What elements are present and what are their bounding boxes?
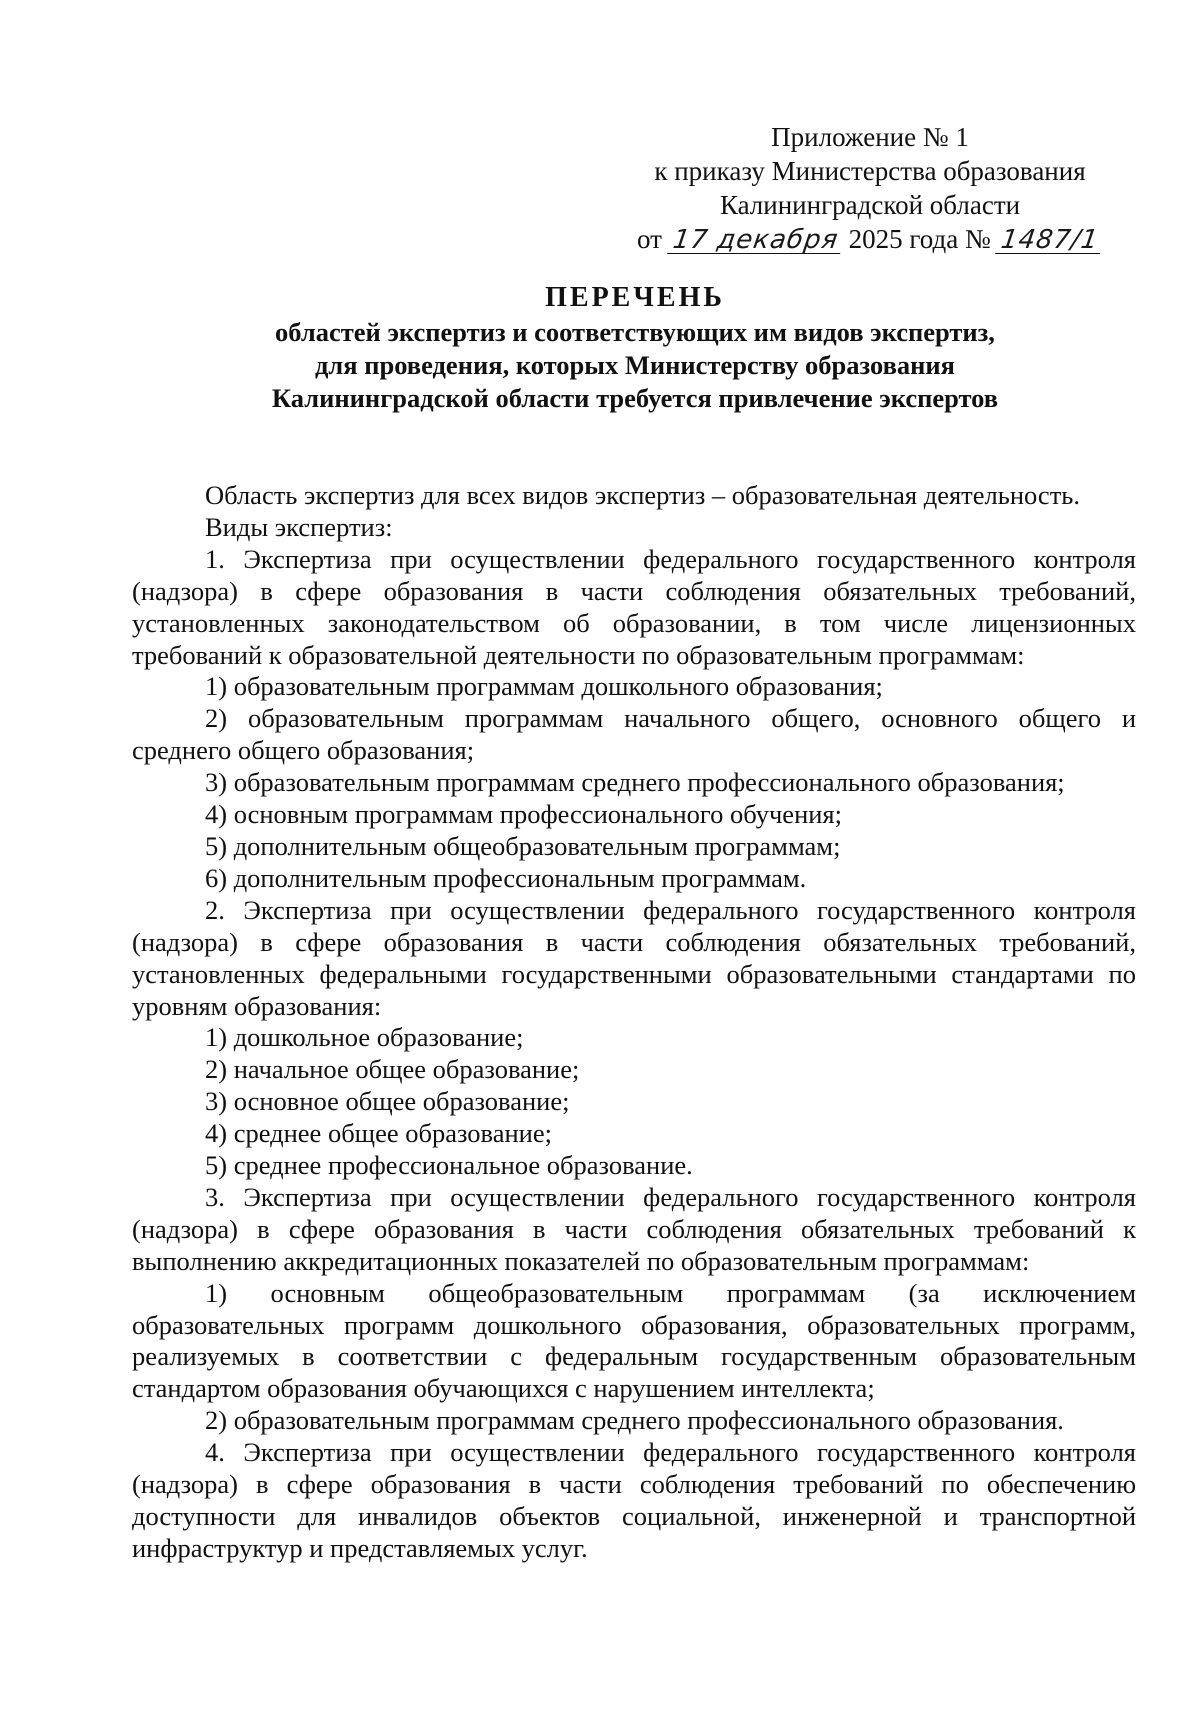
year-text: 2025 года №	[848, 224, 991, 254]
appendix-region: Калининградской области	[719, 190, 1021, 220]
title-sub-line: областей экспертиз и соответствующих им видов экспертиз,	[275, 317, 995, 347]
paragraph-item-4: 4. Экспертиза при осуществлении федерального государственного контроля (надзора) в сфере образования в части соблюдения требований по обеспечению доступности для инвалидов объектов социальной, инженерной и транспортной инфраструктур и представляемых услуг.	[132, 1437, 1136, 1563]
handwritten-order-number: 1487/1	[996, 227, 1105, 254]
appendix-date-line	[590, 222, 1150, 256]
list-item: 5) дополнительным общеобразовательным программам;	[205, 830, 841, 861]
list-item: 4) основным программам профессионального обучения;	[205, 799, 842, 830]
paragraph-item-3: 3. Экспертиза при осуществлении федерального государственного контроля (надзора) в сфере образования в части соблюдения обязательных требований к выполнению аккредитационных показателей по образовательным программам:	[132, 1181, 1136, 1276]
list-item: 5) среднее профессиональное образование.	[205, 1150, 693, 1181]
list-item: 1) дошкольное образование;	[205, 1022, 524, 1053]
document-title	[130, 280, 1140, 415]
title-sub-line: для проведения, которых Министерству образования	[314, 350, 956, 380]
list-item: 3) основное общее образование;	[205, 1086, 570, 1117]
appendix-header	[590, 120, 1150, 256]
appendix-number: Приложение № 1	[771, 122, 969, 152]
paragraph-item-2: 2. Экспертиза при осуществлении федерального государственного контроля (надзора) в сфере образования в части соблюдения обязательных требований, установленных федеральными государственными образовательными стандартами по уровням образования:	[132, 894, 1136, 1021]
paragraph-types-heading: Виды экспертиз:	[205, 511, 393, 542]
appendix-order-ref: к приказу Министерства образования	[654, 156, 1086, 186]
list-item: 1) основным общеобразовательным программам (за исключением образовательных программ дошкольного образования, образовательных программ, реализуемых в соответствии с федеральным государственным образовательным стандартом образования обучающихся с нарушением интеллекта;	[132, 1277, 1136, 1404]
handwritten-date: 17 декабря	[667, 227, 844, 254]
list-item: 3) образовательным программам среднего профессионального образования;	[205, 767, 1065, 798]
document-body	[132, 480, 1136, 1565]
list-item: 4) среднее общее образование;	[205, 1118, 552, 1149]
paragraph-item-1: 1. Экспертиза при осуществлении федерального государственного контроля (надзора) в сфере образования в части соблюдения обязательных требований, установленных законодательством об образовании, в том числе лицензионных требований к образовательной деятельности по образовательным программам:	[132, 543, 1136, 670]
date-prefix: от	[637, 224, 662, 254]
list-item: 2) начальное общее образование;	[205, 1054, 580, 1085]
list-item: 6) дополнительным профессиональным программам.	[205, 862, 807, 893]
title-sub-line: Калининградской области требуется привлечение экспертов	[271, 383, 999, 413]
paragraph-expertise-area: Область экспертиз для всех видов экспертиз – образовательная деятельность.	[205, 480, 1080, 510]
list-item: 2) образовательным программам среднего профессионального образования.	[205, 1405, 1064, 1436]
list-item: 1) образовательным программам дошкольного образования;	[205, 671, 883, 702]
title-main: ПЕРЕЧЕНЬ	[545, 282, 725, 313]
list-item: 2) образовательным программам начального общего, основного общего и среднего общего образования;	[132, 703, 1136, 766]
